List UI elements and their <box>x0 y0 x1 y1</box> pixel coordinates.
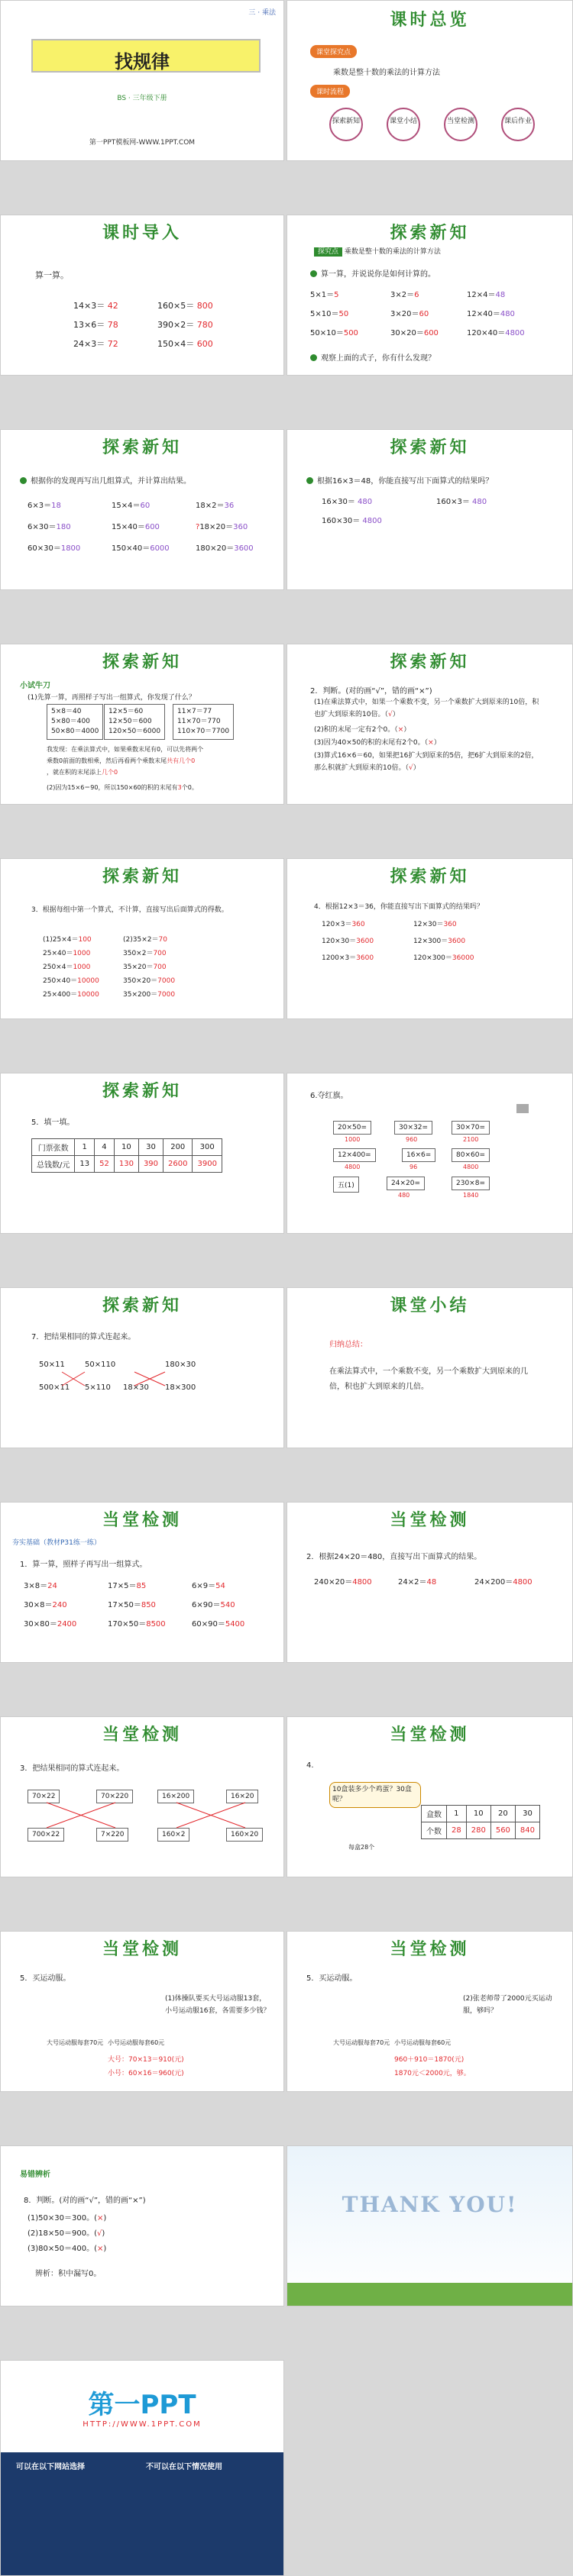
ticket-table: 门票张数 1 4 10 30 200 300 总钱数/元 13 52 130 390 2600 3900 <box>31 1138 222 1173</box>
red-flag-icon <box>516 1104 529 1113</box>
slide-21: 易错辨析 8．判断。(对的画“√”，错的画“×”) (1)50×30＝300。(×) (2)18×50＝900。(√) (3)80×50＝400。(×) 辨析：积中漏写0。 <box>0 2145 284 2306</box>
slide-title: 当堂检测 <box>390 1725 470 1745</box>
slide-23: 第一PPT HTTP://WWW.1PPT.COM 可以在以下网站选择 不可以在以下情况使用 <box>0 2360 284 2576</box>
task-text: 乘数是整十数的乘法的计算方法 <box>333 69 440 77</box>
slide-title: 当堂检测 <box>390 1940 470 1959</box>
slide-title: 课时导入 <box>102 224 182 243</box>
label: 小试牛刀 <box>20 682 50 690</box>
slide-9: 探索新知 3．根据每组中第一个算式，不计算，直接写出后面算式的得数。 (1)25×4＝100 (2)35×2＝70 25×40＝1000 350×2＝700 250×4＝1000 35×20＝700 250×40＝10000 350×20＝7000 25×400＝10000 35×200＝7000 <box>0 858 284 1019</box>
slide-5: 探索新知 根据你的发现再写出几组算式，并计算出结果。 6×3＝18 15×4＝60 18×2＝36 6×30＝180 15×40＝600 ?18×20＝360 60×30＝1800 150×40＝6000 180×20＝3600 <box>0 429 284 590</box>
slide-22 <box>286 2145 573 2306</box>
corner-tag: 三 · 乘法 <box>248 9 276 17</box>
link-lines <box>1 1288 284 1448</box>
slide-11: 探索新知 5．填一填。 门票张数 1 4 10 30 200 300 总钱数/元 13 52 130 390 2600 3900 <box>0 1073 284 1234</box>
flow-2: 课堂小结 <box>387 108 420 141</box>
flow-3: 当堂检测 <box>444 108 478 141</box>
thank-you: THANK YOU! <box>342 2192 518 2217</box>
slide-14: 课堂小结 归纳总结： 在乘法算式中，一个乘数不变，另一个乘数扩大到原来的几倍，积也扩大到原来的几倍。 <box>286 1287 573 1448</box>
lesson-sub: BS · 三年级下册 <box>117 95 167 102</box>
slide-3: 课时导入 算一算。 14×3＝ 42 160×5＝ 800 13×6＝ 78 390×2＝ 780 24×3＝ 72 150×4＝ 600 <box>0 215 284 376</box>
slide-title: 当堂检测 <box>102 1940 182 1959</box>
slide-15: 当堂检测 夯实基础（教材P31练一练） 1．算一算，照样子再写出一组算式。 3×8＝24 17×5＝85 6×9＝54 30×8＝240 17×50＝850 6×90＝540 30×80＝2400 170×50＝8500 60×90＝5400 <box>0 1502 284 1663</box>
slide-title: 探索新知 <box>102 1296 182 1315</box>
flow-1: 探索新知 <box>329 108 363 141</box>
slide-title: 课堂小结 <box>390 1296 470 1315</box>
slide-title: 当堂检测 <box>102 1725 182 1745</box>
slide-title: 探索新知 <box>102 653 182 672</box>
slide-4: 探索新知 探究点 乘数是整十数的乘法的计算方法 算一算，并说说你是如何计算的。 5×1＝5 3×2＝6 12×4＝48 5×10＝50 3×20＝60 12×40＝480 50×10＝500 30×20＝600 120×40＝4800 观察上面的式子，你有什么发现？ <box>286 215 573 376</box>
site-link[interactable]: HTTP://WWW.1PPT.COM <box>83 2420 202 2429</box>
slide-title: 课时总览 <box>390 11 470 30</box>
slide-18: 当堂检测 4. 10盒装多少个鸡蛋？30盒呢？ 每盒28个 盒数 1 10 20 30 个数 28 280 560 840 <box>286 1716 573 1877</box>
slide-19: 当堂检测 5．买运动服。 大号运动服每套70元 小号运动服每套60元 (1)体操队要买大号运动服13套，小号运动服16套，各需要多少钱？ 大号：70×13＝910(元) 小号：60×16＝960(元) <box>0 1931 284 2092</box>
slide-10: 探索新知 4．根据12×3＝36，你能直接写出下面算式的结果吗？ 120×3＝360 12×30＝360 120×30＝3600 12×300＝3600 1200×3＝3600 120×300＝36000 <box>286 858 573 1019</box>
slide-12: 6.夺红旗。 20×50= 1000 30×32= 960 30×70= 2100 12×400= 4800 16×6= 96 80×60= 4800 五(1) 24×20= 480 230×8= 1840 <box>286 1073 573 1234</box>
slide-title: 探索新知 <box>102 438 182 457</box>
grass <box>287 2283 572 2306</box>
slide-16: 当堂检测 2．根据24×20＝480，直接写出下面算式的结果。 240×20＝4800 24×2＝48 24×200＝4800 <box>286 1502 573 1663</box>
intro: 算一算。 <box>35 270 69 280</box>
slide-2 <box>286 0 573 161</box>
slide-title: 探索新知 <box>102 867 182 886</box>
link-lines <box>1 1717 284 1877</box>
lesson-title: 找规律 <box>115 51 170 73</box>
logo: 第一PPT <box>88 2390 196 2420</box>
slide-1 <box>0 0 284 161</box>
slide-title: 探索新知 <box>390 224 470 243</box>
site-url: 第一PPT模板网-WWW.1PPT.COM <box>89 139 196 147</box>
egg-table: 盒数 1 10 20 30 个数 28 280 560 840 <box>421 1805 540 1839</box>
task-label: 课堂探究点 <box>310 45 357 58</box>
slide-title: 探索新知 <box>390 867 470 886</box>
slide-20: 当堂检测 5．买运动服。 大号运动服每套70元 小号运动服每套60元 (2)张老师带了2000元买运动服，够吗？ 960＋910＝1870(元) 1870元＜2000元，够。 <box>286 1931 573 2092</box>
slide-title: 探索新知 <box>390 653 470 672</box>
slide-title: 探索新知 <box>390 438 470 457</box>
slide-7: 探索新知 小试牛刀 (1)先算一算，再照样子写出一组算式，你发现了什么？ 5×8＝40 5×80＝400 50×80＝4000 12×5＝60 12×50＝600 120×50＝6000 11×7＝77 11×70＝770 110×70＝7700 我发现：在乘法算式中，如果乘数末尾有0，可以先将两个 乘数0前面的数相乘，然后再看两个乘数末尾共有几个0 ，就在积的末尾添上几个0 (2)因为15×6＝90，所以150×60的积的末尾有3个0。 <box>0 644 284 805</box>
flow-label: 课时流程 <box>310 85 350 98</box>
flow-4: 课后作业 <box>501 108 535 141</box>
slide-8: 探索新知 2．判断。(对的画“√”，错的画“×”) (1)在乘法算式中，如果一个乘数不变，另一个乘数扩大到原来的10倍，积也扩大到原来的10倍。（√） (2)积的末尾一定有2个0。（×） (3)因为40×50的积的末尾有2个0。（×） (3)算式16×6＝60，如果把16扩大到原来的5倍，把6扩大到原来的2倍，那么积就扩大到原来的10倍。（√） <box>286 644 573 805</box>
slide-title: 探索新知 <box>102 1082 182 1101</box>
slide-6: 探索新知 根据16×3＝48，你能直接写出下面算式的结果吗？ 16×30＝ 480 160×3＝ 480 160×30＝ 4800 <box>286 429 573 590</box>
slide-title: 当堂检测 <box>102 1511 182 1530</box>
slide-title: 当堂检测 <box>390 1511 470 1530</box>
slide-17: 当堂检测 3．把结果相同的算式连起来。 70×22 70×220 16×200 16×20 700×22 7×220 160×2 160×20 <box>0 1716 284 1877</box>
slide-13: 探索新知 7．把结果相同的算式连起来。 50×11 500×11 50×110 5×110 180×30 18×30 18×300 <box>0 1287 284 1448</box>
